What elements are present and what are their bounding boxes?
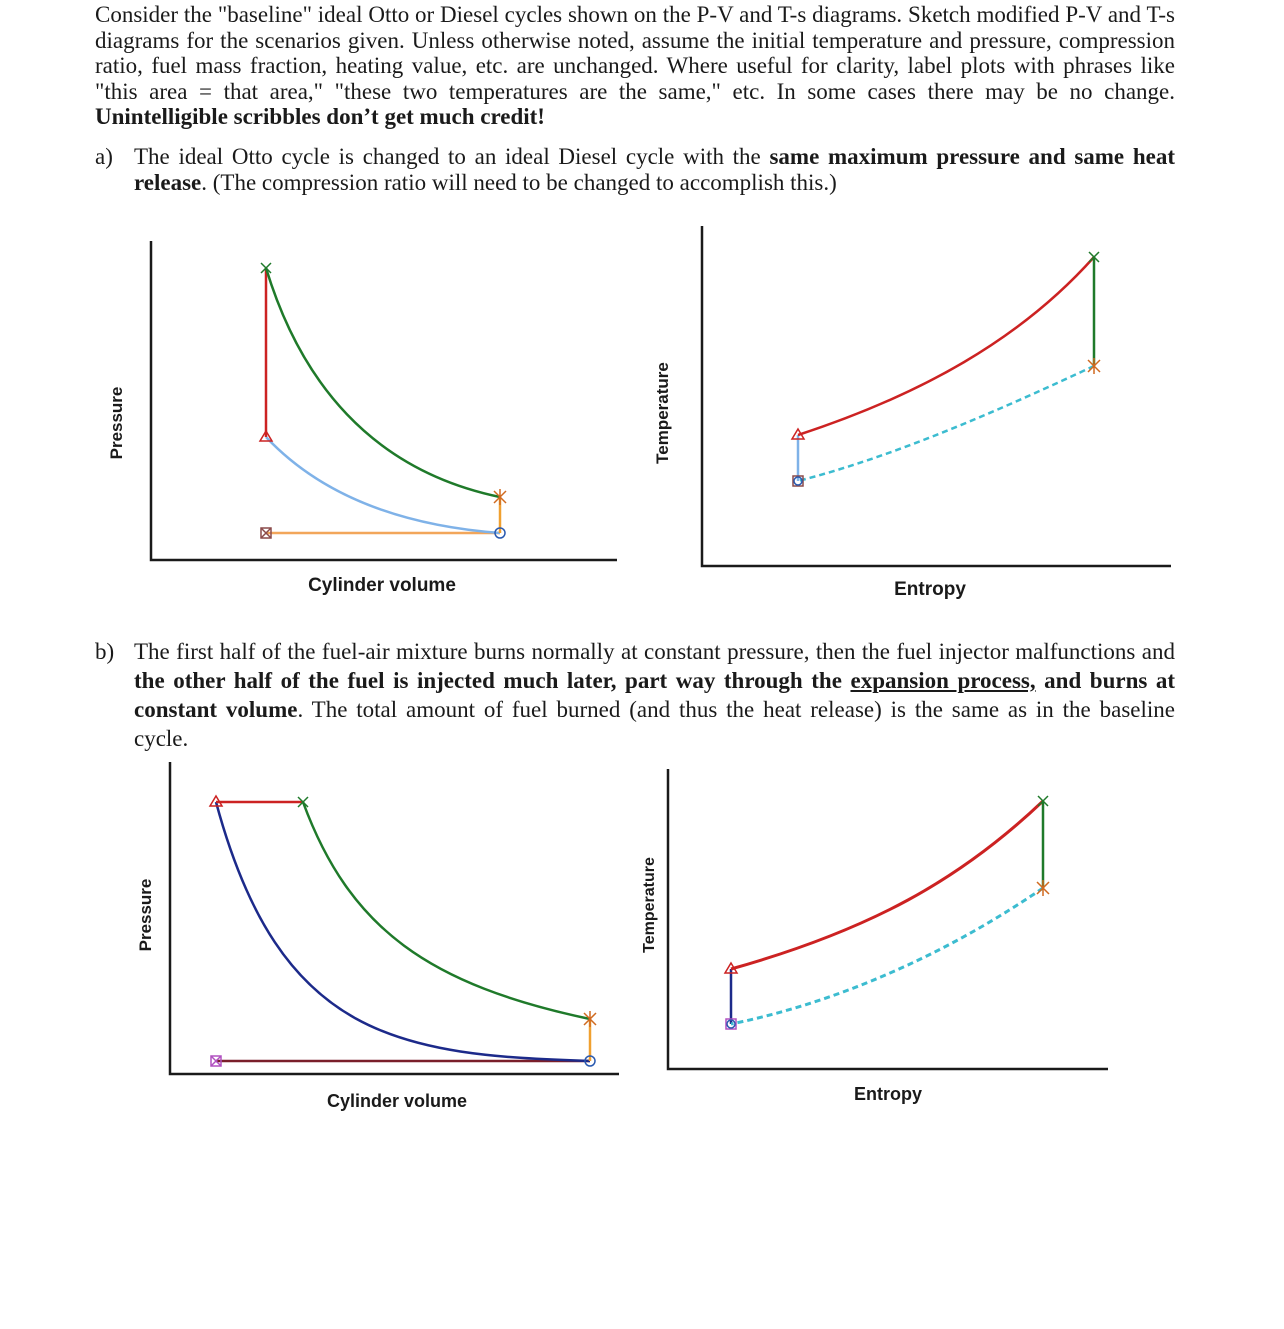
- a-pv-state-markers: [260, 263, 506, 538]
- a-pv-ylabel: Pressure: [107, 386, 126, 460]
- b-pv-axes: [170, 762, 619, 1074]
- question-a-text-2: . (The compression ratio will need to be changed to accomplish this.): [201, 170, 837, 195]
- b-ts-diagram: [641, 769, 1108, 1104]
- a-pv-xlabel: Cylinder volume: [308, 575, 456, 596]
- b-pv-diagram: [136, 762, 619, 1111]
- b-pv-compression-curve: [216, 802, 590, 1061]
- intro-bold-text: Unintelligible scribbles don’t get much credit!: [95, 104, 545, 129]
- a-pv-expansion-curve: [266, 268, 500, 497]
- question-b-letter: b): [95, 639, 115, 664]
- question-b-bold-underlined: expansion process,: [850, 668, 1036, 693]
- a-ts-diagram: [653, 226, 1171, 600]
- a-ts-marker-5: [1088, 358, 1100, 374]
- b-ts-xlabel: Entropy: [853, 1084, 923, 1104]
- a-pv-diagram: [107, 241, 617, 596]
- a-ts-ylabel: Temperature: [653, 362, 672, 464]
- question-b-bold-1: the other half of the fuel is injected much later, part way through the: [134, 668, 842, 693]
- a-pv-axes: [151, 241, 617, 560]
- b-ts-ylabel: Temperature: [641, 857, 658, 953]
- b-ts-heat-addition-curve: [731, 801, 1043, 969]
- a-pv-compression-curve: [266, 437, 500, 533]
- question-a-bold-1: same maximum pressure and same heat release: [134, 144, 1176, 195]
- question-b-text-1: The first half of the fuel-air mixture burns normally at constant pressure, then the fuel injector malfunctions and: [134, 639, 1175, 664]
- a-ts-heat-addition-curve: [798, 257, 1094, 435]
- a-ts-heat-rejection-curve: [798, 366, 1094, 481]
- b-pv-expansion-curve: [303, 802, 590, 1019]
- b-pv-ylabel: Pressure: [136, 878, 155, 952]
- a-ts-xlabel: Entropy: [894, 579, 966, 600]
- question-a-text-1: The ideal Otto cycle is changed to an ideal Diesel cycle with the: [134, 144, 761, 169]
- a-ts-axes: [702, 226, 1171, 566]
- intro-text: Consider the "baseline" ideal Otto or Diesel cycles shown on the P-V and T-s diagrams. Sketch modified P-V and T-s diagrams for the scenarios given. Unless otherwise noted, assume the initial temperature and pressure, compression ratio, fuel mass fraction, heating value, etc. are unchanged. Where useful for clarity, label plots with phrases like "this area = that area," "these two temperatures are the same," etc. In some cases there may be no change.: [95, 2, 1175, 104]
- a-ts-state-markers: [792, 252, 1100, 486]
- question-a-letter: a): [95, 144, 113, 169]
- b-ts-marker-5: [1037, 880, 1049, 896]
- b-pv-xlabel: Cylinder volume: [326, 1091, 468, 1111]
- question-b-bold-2: and burns at constant volume: [134, 668, 1176, 722]
- question-b-text-2: . The total amount of fuel burned (and thus the heat release) is the same as in the baseline cycle.: [134, 697, 1175, 751]
